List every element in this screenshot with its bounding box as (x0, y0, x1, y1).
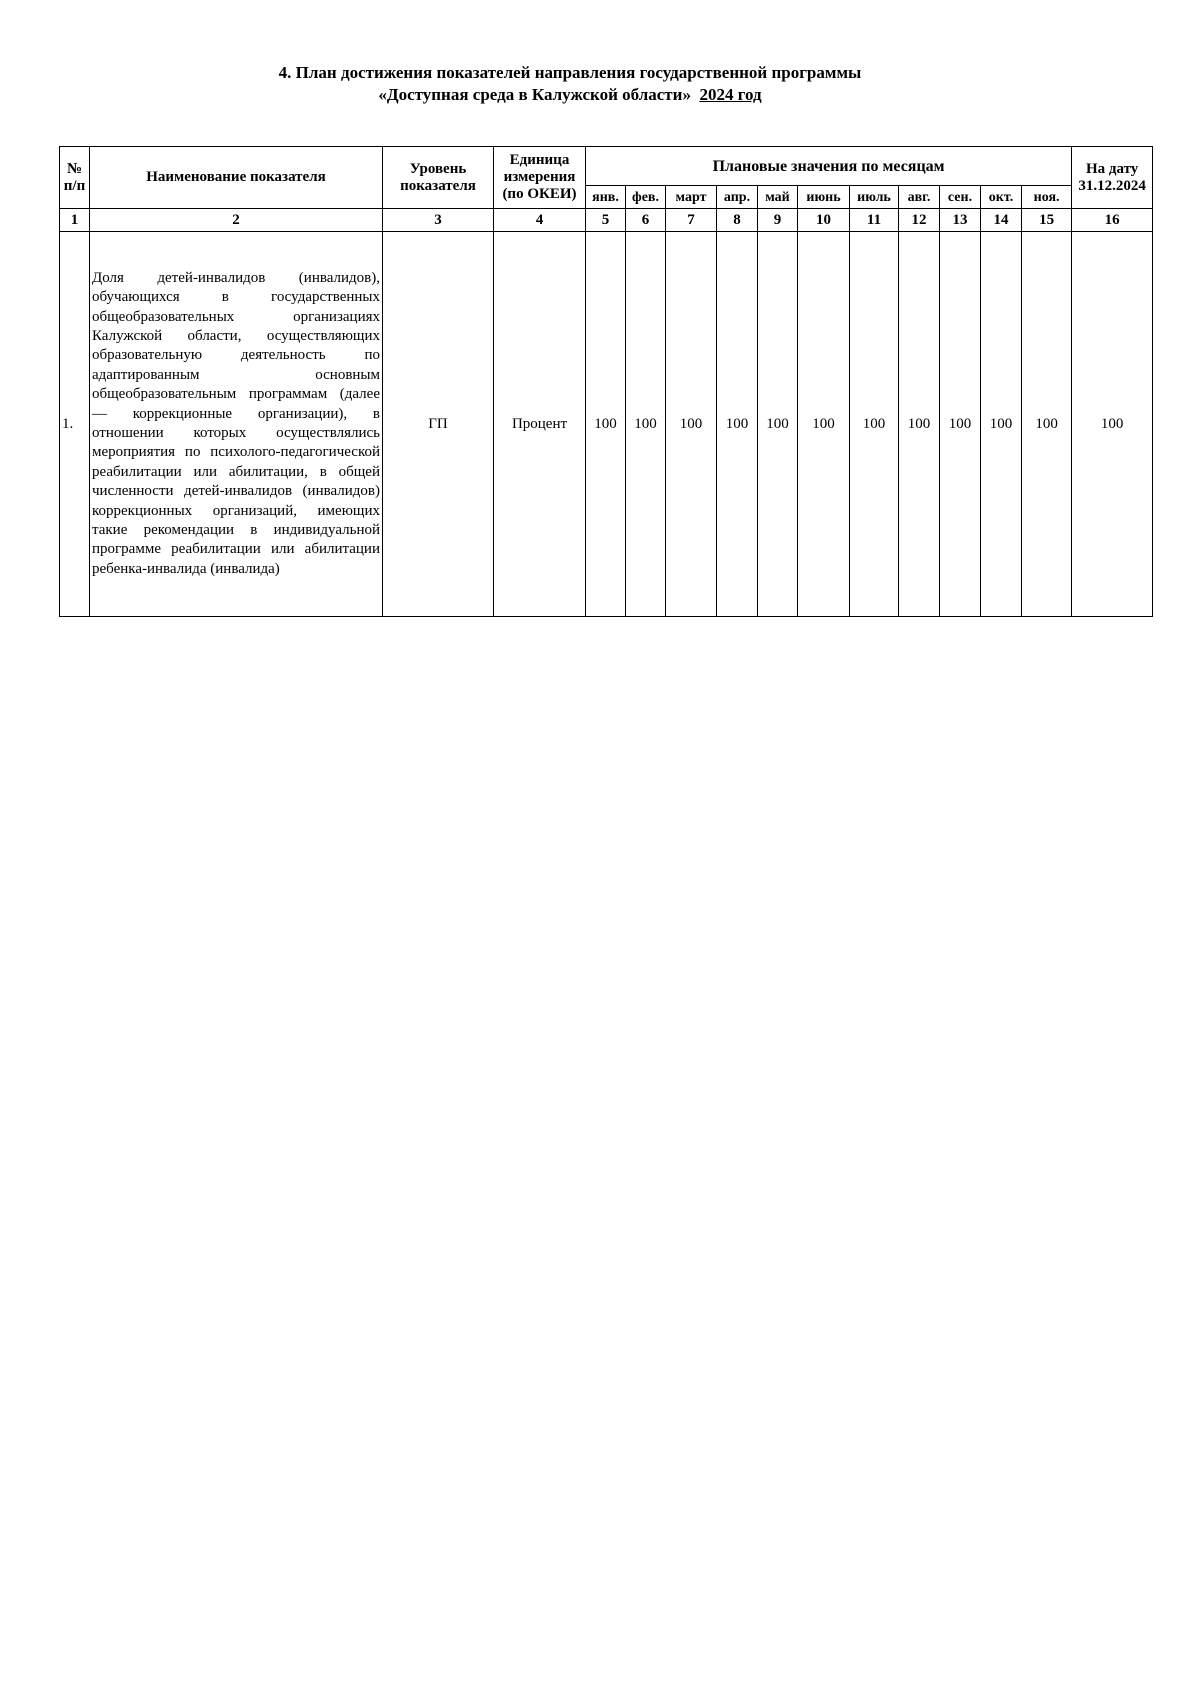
monthly-value: 100 (717, 232, 758, 617)
column-number: 14 (981, 209, 1022, 232)
row-index: 1. (60, 232, 90, 617)
monthly-value: 100 (626, 232, 666, 617)
indicator-unit: Процент (494, 232, 586, 617)
indicator-level: ГП (383, 232, 494, 617)
year-end-value: 100 (1072, 232, 1153, 617)
header-month: июль (850, 186, 899, 209)
header-month: май (758, 186, 798, 209)
header-date: На дату 31.12.2024 (1072, 147, 1153, 209)
column-number: 7 (666, 209, 717, 232)
header-level: Уровень показателя (383, 147, 494, 209)
monthly-value: 100 (850, 232, 899, 617)
column-number: 1 (60, 209, 90, 232)
monthly-value: 100 (758, 232, 798, 617)
indicator-name: Доля детей-инвалидов (инвалидов), обучающихся в государственных общеобразовательных организациях Калужской области, осуществляющих образовательную деятельность по адаптированным основным общеобразовательным программам (далее — коррекционные организации), в отношении которых осуществлялись мероприятия по психолого-педагогической реабилитации или абилитации, в общей численности детей-инвалидов (инвалидов) коррекционных организаций, имеющих такие рекомендации в индивидуальной программе реабилитации или абилитации ребенка-инвалида (инвалида) (90, 232, 383, 617)
column-number: 12 (899, 209, 940, 232)
header-month: ноя. (1022, 186, 1072, 209)
column-number: 10 (798, 209, 850, 232)
monthly-value: 100 (586, 232, 626, 617)
document-title (0, 62, 1140, 106)
header-month: фев. (626, 186, 666, 209)
indicator-plan-table (59, 146, 1153, 617)
header-num: № п/п (60, 147, 90, 209)
column-number: 3 (383, 209, 494, 232)
header-unit: Единица измерения (по ОКЕИ) (494, 147, 586, 209)
header-month: сен. (940, 186, 981, 209)
header-monthly-values: Плановые значения по месяцам (586, 147, 1072, 186)
column-number: 4 (494, 209, 586, 232)
monthly-value: 100 (1022, 232, 1072, 617)
header-month: окт. (981, 186, 1022, 209)
table-row (60, 232, 1153, 617)
header-month: авг. (899, 186, 940, 209)
column-number: 13 (940, 209, 981, 232)
header-row-main (60, 147, 1153, 186)
plan-year: 2024 год (699, 85, 762, 104)
title-line-2 (0, 84, 1140, 106)
monthly-value: 100 (940, 232, 981, 617)
header-month: апр. (717, 186, 758, 209)
column-number: 15 (1022, 209, 1072, 232)
column-number: 6 (626, 209, 666, 232)
monthly-value: 100 (666, 232, 717, 617)
monthly-value: 100 (899, 232, 940, 617)
column-number: 2 (90, 209, 383, 232)
column-number: 16 (1072, 209, 1153, 232)
monthly-value: 100 (981, 232, 1022, 617)
header-name: Наименование показателя (90, 147, 383, 209)
header-month: март (666, 186, 717, 209)
monthly-value: 100 (798, 232, 850, 617)
title-line-1: 4. План достижения показателей направления государственной программы (278, 63, 862, 82)
column-number: 8 (717, 209, 758, 232)
header-month: янв. (586, 186, 626, 209)
column-number-row (60, 209, 1153, 232)
program-name: «Доступная среда в Калужской области» (378, 85, 691, 104)
column-number: 5 (586, 209, 626, 232)
header-month: июнь (798, 186, 850, 209)
column-number: 9 (758, 209, 798, 232)
column-number: 11 (850, 209, 899, 232)
